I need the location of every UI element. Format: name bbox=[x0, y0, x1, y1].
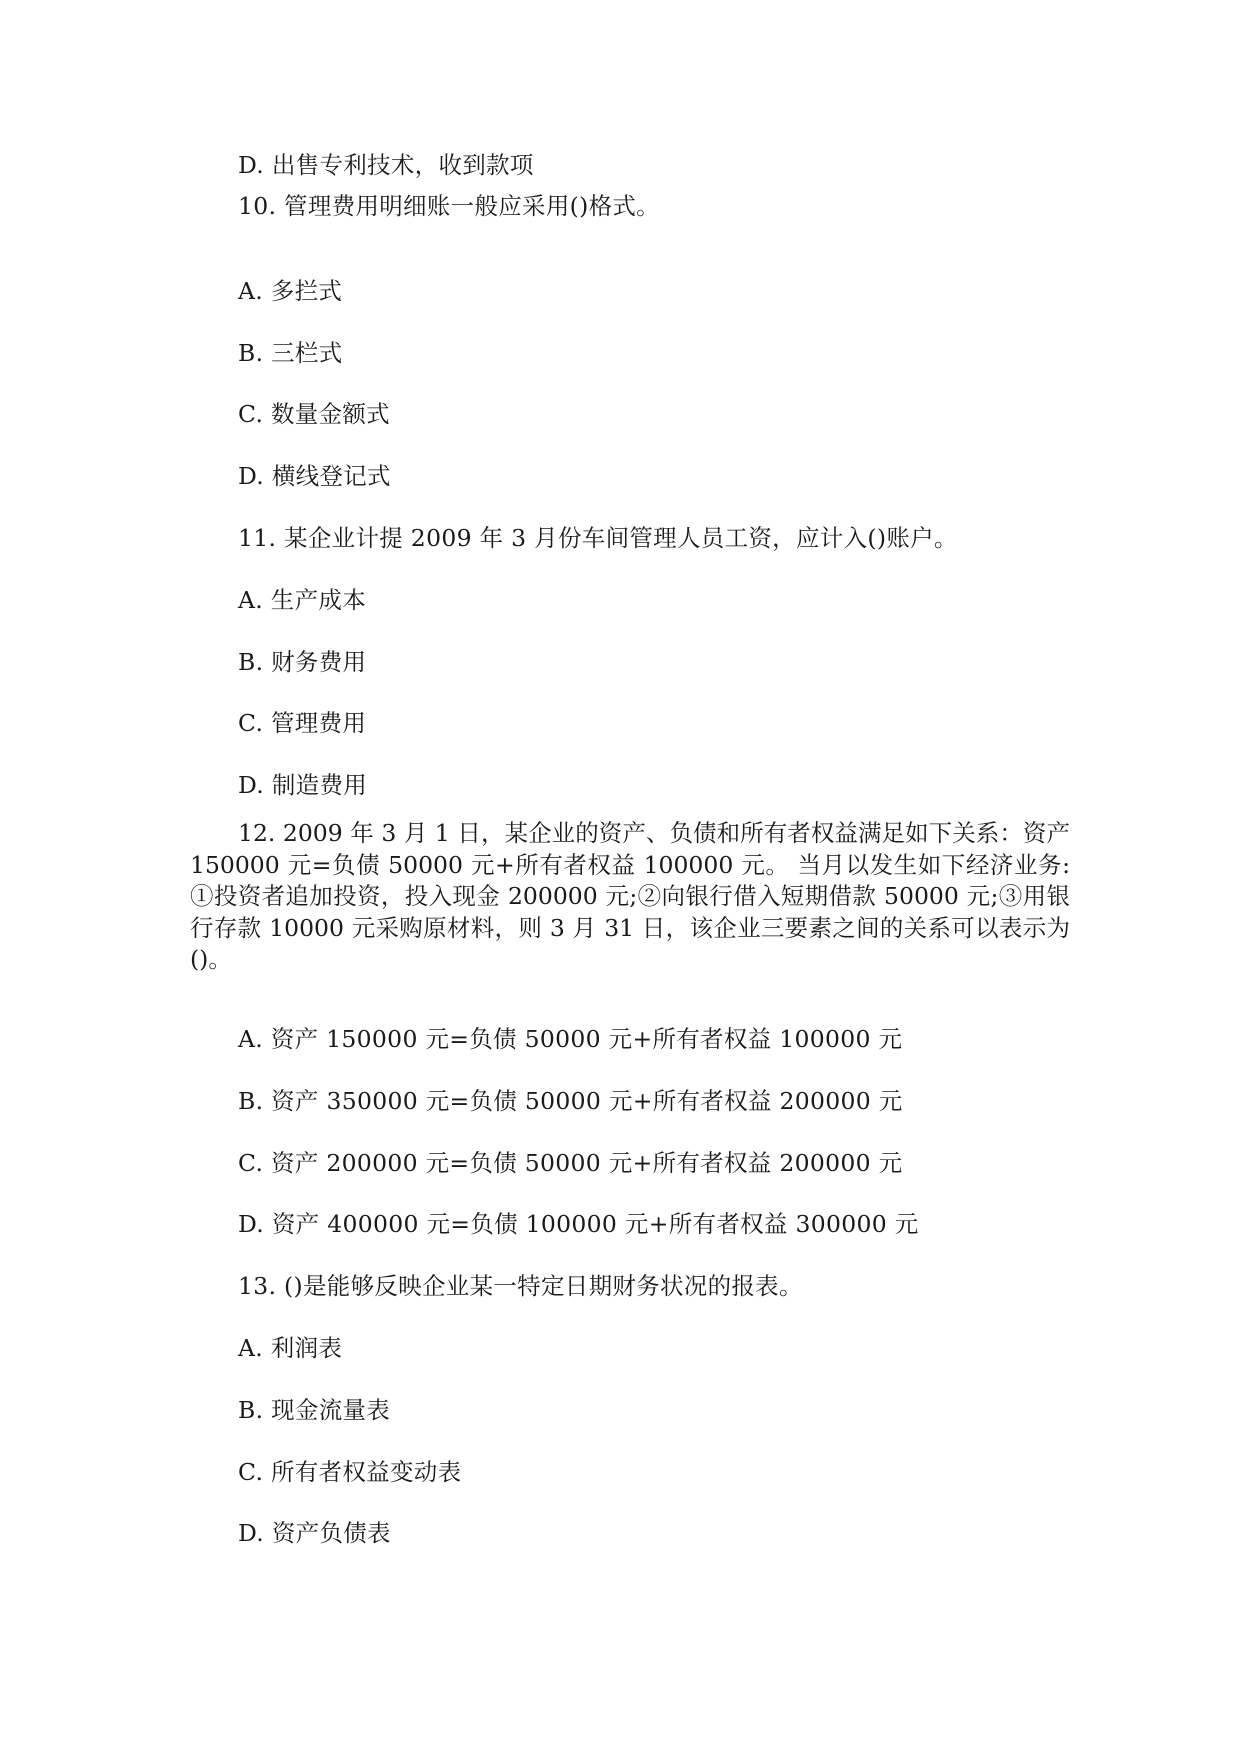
q11-option-a: A. 生产成本 bbox=[238, 586, 367, 614]
q11-option-c: C. 管理费用 bbox=[238, 709, 367, 737]
q12-option-d: D. 资产 400000 元=负债 100000 元+所有者权益 300000 元 bbox=[238, 1210, 919, 1238]
q11-question: 11. 某企业计提 2009 年 3 月份车间管理人员工资，应计入()账户。 bbox=[238, 524, 958, 552]
q10-option-b: B. 三栏式 bbox=[238, 339, 343, 367]
q9-option-d: D. 出售专利技术，收到款项 bbox=[238, 151, 534, 179]
q13-question: 13. ()是能够反映企业某一特定日期财务状况的报表。 bbox=[238, 1272, 803, 1300]
q12-option-c: C. 资产 200000 元=负债 50000 元+所有者权益 200000 元 bbox=[238, 1149, 903, 1177]
q10-option-d: D. 横线登记式 bbox=[238, 462, 391, 490]
q12-question: 12. 2009 年 3 月 1 日，某企业的资产、负债和所有者权益满足如下关系：资产 150000 元=负债 50000 元+所有者权益 100000 元。 当月以发生如下经济业务: ①投资者追加投资，投入现金 200000 元;②向银行借入短期借款 50000 元;③用银行存款 10000 元采购原材料，则 3 月 31 日，该企业三要素之间的关系可以表示为()。 bbox=[190, 819, 1070, 973]
q10-option-a: A. 多拦式 bbox=[238, 277, 343, 305]
q13-option-a: A. 利润表 bbox=[238, 1334, 343, 1362]
q12-option-a: A. 资产 150000 元=负债 50000 元+所有者权益 100000 元 bbox=[238, 1025, 903, 1053]
q10-question: 10. 管理费用明细账一般应采用()格式。 bbox=[238, 192, 660, 220]
q10-option-c: C. 数量金额式 bbox=[238, 400, 390, 428]
q13-option-d: D. 资产负债表 bbox=[238, 1519, 391, 1547]
q11-option-b: B. 财务费用 bbox=[238, 648, 367, 676]
q12-option-b: B. 资产 350000 元=负债 50000 元+所有者权益 200000 元 bbox=[238, 1087, 903, 1115]
q13-option-c: C. 所有者权益变动表 bbox=[238, 1458, 462, 1486]
q11-option-d: D. 制造费用 bbox=[238, 771, 368, 799]
q13-option-b: B. 现金流量表 bbox=[238, 1396, 391, 1424]
